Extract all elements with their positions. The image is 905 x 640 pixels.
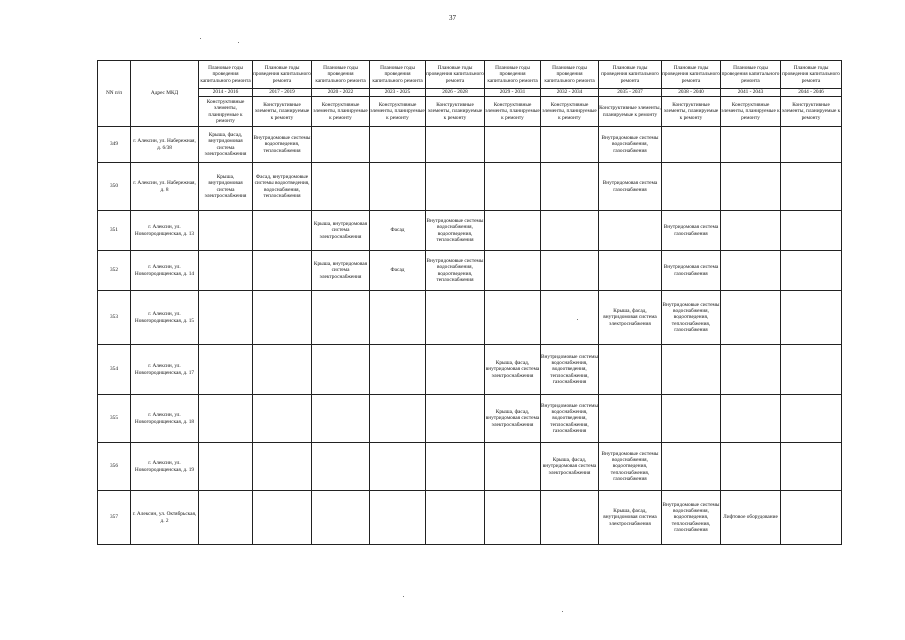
repair-elements-cell: Крыша, фасад, внутридомовая система электроснабжения bbox=[485, 345, 541, 395]
repair-elements-cell bbox=[370, 395, 426, 443]
repair-elements-cell bbox=[485, 443, 541, 491]
repair-elements-cell bbox=[599, 251, 662, 291]
repair-elements-cell bbox=[541, 127, 599, 163]
repair-elements-cell: Внутридомовые системы водоснабжения, водоотведения, теплоснабжения, газоснабжения bbox=[662, 291, 721, 345]
repair-elements-cell: Внутридомовые системы водоснабжения, водоотведения, теплоснабжения, газоснабжения bbox=[662, 491, 721, 545]
repair-elements-cell bbox=[541, 291, 599, 345]
period-years: 2023 - 2025 bbox=[370, 89, 426, 97]
period-years: 2026 - 2028 bbox=[426, 89, 485, 97]
page-number: 37 bbox=[449, 14, 456, 22]
row-address: г. Алексин, ул. Набережная, д. 6/38 bbox=[131, 127, 199, 163]
repair-elements-cell bbox=[426, 395, 485, 443]
row-number: 357 bbox=[98, 491, 131, 545]
repair-elements-cell bbox=[199, 291, 253, 345]
period-subheader: Конструктивные элементы, планируемые к ремонту bbox=[662, 97, 721, 127]
repair-elements-cell: Внутридомовые системы водоснабжения, водоотведения, теплоснабжения bbox=[426, 211, 485, 251]
period-label: Плановые годы проведения капитального ремонта bbox=[253, 61, 312, 89]
period-subheader: Конструктивные элементы, планируемые к ремонту bbox=[312, 97, 370, 127]
repair-elements-cell bbox=[426, 127, 485, 163]
repair-elements-cell bbox=[485, 491, 541, 545]
repair-elements-cell bbox=[781, 251, 842, 291]
period-label: Плановые годы проведения капитального ремонта bbox=[781, 61, 842, 89]
repair-elements-cell bbox=[312, 395, 370, 443]
repair-elements-cell bbox=[485, 211, 541, 251]
repair-elements-cell bbox=[370, 163, 426, 211]
row-address: г. Алексин, ул. Новогородищенская, д. 17 bbox=[131, 345, 199, 395]
repair-elements-cell bbox=[662, 345, 721, 395]
repair-elements-cell bbox=[370, 443, 426, 491]
period-label: Плановые годы проведения капитального ремонта bbox=[370, 61, 426, 89]
row-number: 352 bbox=[98, 251, 131, 291]
period-years: 2017 - 2019 bbox=[253, 89, 312, 97]
row-number: 355 bbox=[98, 395, 131, 443]
period-label: Плановые годы проведения капитального ремонта bbox=[426, 61, 485, 89]
repair-elements-cell bbox=[253, 251, 312, 291]
repair-elements-cell bbox=[599, 395, 662, 443]
repair-elements-cell bbox=[426, 443, 485, 491]
address-header: Адрес МКД bbox=[131, 61, 199, 127]
repair-elements-cell bbox=[721, 163, 781, 211]
repair-elements-cell bbox=[312, 163, 370, 211]
period-label: Плановые годы проведения капитального ремонта bbox=[662, 61, 721, 89]
repair-elements-cell bbox=[312, 491, 370, 545]
period-years: 2038 - 2040 bbox=[662, 89, 721, 97]
row-number: 353 bbox=[98, 291, 131, 345]
repair-elements-cell bbox=[199, 491, 253, 545]
repair-elements-cell: Внутридомовая система газоснабжения bbox=[662, 251, 721, 291]
row-address: г. Алексин, ул. Октябрьская, д. 2 bbox=[131, 491, 199, 545]
repair-elements-cell bbox=[541, 211, 599, 251]
repair-elements-cell bbox=[426, 163, 485, 211]
row-number: 354 bbox=[98, 345, 131, 395]
repair-elements-cell bbox=[662, 443, 721, 491]
period-subheader: Конструктивные элементы, планируемые к ремонту bbox=[426, 97, 485, 127]
repair-elements-cell: Крыша, внутридомовая система электроснабжения bbox=[312, 211, 370, 251]
repair-elements-cell bbox=[312, 127, 370, 163]
period-years: 2044 - 2046 bbox=[781, 89, 842, 97]
repair-elements-cell bbox=[485, 251, 541, 291]
repair-elements-cell: Фасад bbox=[370, 211, 426, 251]
repair-elements-cell bbox=[541, 251, 599, 291]
repair-elements-cell bbox=[599, 211, 662, 251]
repair-elements-cell: Крыша, фасад, внутридомовая система электроснабжения bbox=[485, 395, 541, 443]
period-label: Плановые годы проведения капитального ремонта bbox=[721, 61, 781, 89]
row-address: г. Алексин, ул. Новогородищенская, д. 14 bbox=[131, 251, 199, 291]
repair-elements-cell bbox=[312, 345, 370, 395]
row-number: 356 bbox=[98, 443, 131, 491]
period-subheader: Конструктивные элементы, планируемые к ремонту bbox=[721, 97, 781, 127]
repair-elements-cell bbox=[721, 127, 781, 163]
repair-elements-cell bbox=[662, 395, 721, 443]
repair-elements-cell bbox=[781, 163, 842, 211]
repair-elements-cell: Крыша, внутридомовая система электроснабжения bbox=[199, 163, 253, 211]
period-subheader: Конструктивные элементы, планируемые к ремонту bbox=[253, 97, 312, 127]
table-row bbox=[98, 291, 842, 345]
row-address: г. Алексин, ул. Новогородищенская, д. 15 bbox=[131, 291, 199, 345]
row-number: 349 bbox=[98, 127, 131, 163]
period-subheader: Конструктивные элементы, планируемые к ремонту bbox=[199, 97, 253, 127]
table-row bbox=[98, 345, 842, 395]
table-row bbox=[98, 395, 842, 443]
table-row bbox=[98, 251, 842, 291]
repair-elements-cell bbox=[721, 443, 781, 491]
table-row bbox=[98, 443, 842, 491]
period-subheader: Конструктивные элементы, планируемые к ремонту bbox=[485, 97, 541, 127]
repair-elements-cell bbox=[253, 395, 312, 443]
repair-elements-cell bbox=[485, 291, 541, 345]
repair-elements-cell: Внутридомовые системы водоснабжения, водоотведения, теплоснабжения, газоснабжения bbox=[599, 443, 662, 491]
repair-elements-cell bbox=[781, 443, 842, 491]
scan-speck bbox=[200, 38, 201, 39]
row-number: 350 bbox=[98, 163, 131, 211]
repair-elements-cell: Внутридомовые системы водоснабжения, водоотведения, теплоснабжения, газоснабжения bbox=[541, 345, 599, 395]
period-subheader: Конструктивные элементы, планируемые к ремонту bbox=[541, 97, 599, 127]
repair-elements-cell bbox=[781, 491, 842, 545]
repair-elements-cell bbox=[426, 345, 485, 395]
repair-elements-cell bbox=[721, 345, 781, 395]
period-label: Плановые годы проведения капитального ремонта bbox=[199, 61, 253, 89]
repair-elements-cell bbox=[312, 291, 370, 345]
repair-elements-cell: Внутридомовые системы водоснабжения, водоотведения, теплоснабжения bbox=[426, 251, 485, 291]
nn-header: NN п/п bbox=[98, 61, 131, 127]
repair-elements-cell bbox=[426, 291, 485, 345]
repair-elements-cell bbox=[721, 251, 781, 291]
repair-elements-cell: Внутридомовые системы водоснабжения, водоотведения, теплоснабжения, газоснабжения bbox=[541, 395, 599, 443]
repair-elements-cell bbox=[199, 443, 253, 491]
repair-elements-cell bbox=[781, 345, 842, 395]
period-label: Плановые годы проведения капитального ремонта bbox=[541, 61, 599, 89]
repair-elements-cell bbox=[781, 127, 842, 163]
scan-speck bbox=[562, 611, 563, 612]
repair-elements-cell bbox=[721, 211, 781, 251]
repair-elements-cell bbox=[253, 345, 312, 395]
repair-elements-cell: Крыша, фасад, внутридомовая система электроснабжения bbox=[599, 491, 662, 545]
period-years: 2020 - 2022 bbox=[312, 89, 370, 97]
repair-schedule-table bbox=[97, 60, 842, 545]
period-years: 2035 - 2037 bbox=[599, 89, 662, 97]
row-address: г. Алексин, ул. Новогородищенская, д. 13 bbox=[131, 211, 199, 251]
repair-elements-cell bbox=[541, 491, 599, 545]
table-row bbox=[98, 127, 842, 163]
period-years: 2032 - 2034 bbox=[541, 89, 599, 97]
repair-elements-cell bbox=[312, 443, 370, 491]
repair-elements-cell bbox=[370, 491, 426, 545]
table-row bbox=[98, 491, 842, 545]
scan-speck bbox=[238, 42, 239, 43]
repair-elements-cell bbox=[485, 163, 541, 211]
repair-elements-cell bbox=[253, 443, 312, 491]
row-number: 351 bbox=[98, 211, 131, 251]
repair-elements-cell bbox=[721, 291, 781, 345]
repair-elements-cell bbox=[253, 291, 312, 345]
repair-elements-cell bbox=[781, 211, 842, 251]
repair-elements-cell: Внутридомовая система газоснабжения bbox=[599, 163, 662, 211]
repair-elements-cell bbox=[199, 211, 253, 251]
scan-speck bbox=[403, 596, 404, 597]
repair-elements-cell: Внутридомовая система газоснабжения bbox=[662, 211, 721, 251]
repair-elements-cell: Крыша, внутридомовая система электроснабжения bbox=[312, 251, 370, 291]
period-subheader: Конструктивные элементы, планируемые к ремонту bbox=[781, 97, 842, 127]
repair-elements-cell bbox=[253, 211, 312, 251]
scan-speck bbox=[577, 319, 578, 320]
period-years: 2041 - 2043 bbox=[721, 89, 781, 97]
period-subheader: Конструктивные элементы, планируемые к ремонту bbox=[370, 97, 426, 127]
repair-elements-cell bbox=[781, 291, 842, 345]
repair-elements-cell bbox=[781, 395, 842, 443]
table-row bbox=[98, 163, 842, 211]
repair-elements-cell bbox=[721, 395, 781, 443]
repair-elements-cell: Внутридомовые системы водоснабжения, газоснабжения bbox=[599, 127, 662, 163]
repair-elements-cell: Фасад, внутридомовые системы водоотведения, водоснабжения, теплоснабжения bbox=[253, 163, 312, 211]
row-address: г. Алексин, ул. Новогородищенская, д. 18 bbox=[131, 395, 199, 443]
period-label: Плановые годы проведения капитального ремонта bbox=[599, 61, 662, 89]
repair-elements-cell: Крыша, фасад, внутридомовая система электроснабжения bbox=[199, 127, 253, 163]
repair-elements-cell bbox=[370, 127, 426, 163]
repair-elements-cell bbox=[426, 491, 485, 545]
period-subheader: Конструктивные элементы, планируемые к ремонту bbox=[599, 97, 662, 127]
repair-elements-cell: Фасад bbox=[370, 251, 426, 291]
period-years: 2029 - 2031 bbox=[485, 89, 541, 97]
repair-elements-cell bbox=[253, 491, 312, 545]
repair-elements-cell: Внутридомовые системы водоотведения, теплоснабжения bbox=[253, 127, 312, 163]
period-years: 2014 - 2016 bbox=[199, 89, 253, 97]
repair-elements-cell bbox=[599, 345, 662, 395]
repair-elements-cell bbox=[370, 345, 426, 395]
repair-elements-cell bbox=[199, 251, 253, 291]
repair-elements-cell: Крыша, фасад, внутридомовая система электроснабжения bbox=[599, 291, 662, 345]
repair-elements-cell bbox=[199, 345, 253, 395]
row-address: г. Алексин, ул. Новогородищенская, д. 19 bbox=[131, 443, 199, 491]
repair-elements-cell bbox=[541, 163, 599, 211]
period-label: Плановые годы проведения капитального ремонта bbox=[312, 61, 370, 89]
repair-elements-cell bbox=[662, 163, 721, 211]
repair-elements-cell: Лифтовое оборудование bbox=[721, 491, 781, 545]
table-row bbox=[98, 211, 842, 251]
repair-elements-cell: Крыша, фасад, внутридомовая система электроснабжения bbox=[541, 443, 599, 491]
row-address: г. Алексин, ул. Набережная, д. 8 bbox=[131, 163, 199, 211]
repair-elements-cell bbox=[199, 395, 253, 443]
repair-elements-cell bbox=[370, 291, 426, 345]
repair-elements-cell bbox=[662, 127, 721, 163]
period-label: Плановые годы проведения капитального ремонта bbox=[485, 61, 541, 89]
repair-elements-cell bbox=[485, 127, 541, 163]
